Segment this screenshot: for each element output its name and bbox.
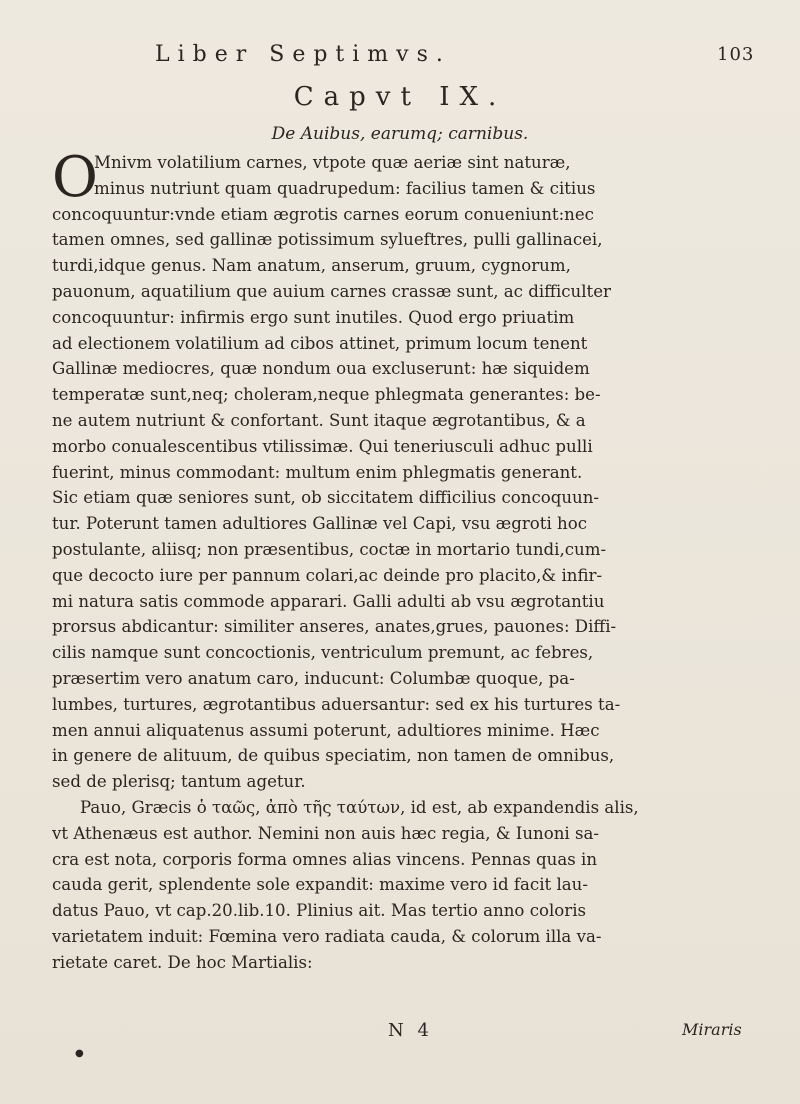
text-line: postulante, aliisq; non præsentibus, coctæ in mortario tundi,cum- xyxy=(52,539,607,559)
text-line: Gallinæ mediocres, quæ nondum oua excluserunt: hæ siquidem xyxy=(52,359,590,379)
text-line: morbo conualescentibus vtilissimæ. Qui teneriusculi adhuc pulli xyxy=(52,436,593,456)
chapter-heading: Capvt IX. xyxy=(293,82,507,112)
catchword: Miraris xyxy=(682,1020,742,1039)
text-line: Pauo, Græcis ὁ ταῶς, ἀπὸ τῆς ταύτων, id est, ab expandendis alis, xyxy=(80,797,639,817)
text-line: prorsus abdicantur: similiter anseres, anates,grues, pauones: Diffi- xyxy=(52,617,617,637)
text-line: concoquuntur:vnde etiam ægrotis carnes eorum conueniunt:nec xyxy=(52,204,594,224)
text-line: rietate caret. De hoc Martialis: xyxy=(52,952,313,972)
text-line: turdi,idque genus. Nam anatum, anserum, gruum, cygnorum, xyxy=(52,256,571,276)
page-number: 103 xyxy=(717,44,755,65)
text-line: Sic etiam quæ seniores sunt, ob siccitatem difficilius concoquun- xyxy=(52,488,600,508)
text-line: ne autem nutriunt & confortant. Sunt itaque ægrotantibus, & a xyxy=(52,410,586,430)
text-line: cra est nota, corporis forma omnes alias vincens. Pennas quas in xyxy=(52,849,598,869)
text-line: concoquuntur: infirmis ergo sunt inutiles. Quod ergo priuatim xyxy=(52,307,575,327)
text-line: pauonum, aquatilium que auium carnes crassæ sunt, ac difficulter xyxy=(52,281,611,301)
text-line: minus nutriunt quam quadrupedum: facilius tamen & citius xyxy=(94,178,596,198)
text-line: datus Pauo, vt cap.20.lib.10. Plinius ait. Mas tertio anno coloris xyxy=(52,901,587,921)
chapter-title: De Auibus, earumq; carnibus. xyxy=(271,124,529,144)
text-line: tur. Poterunt tamen adultiores Gallinæ vel Capi, vsu ægroti hoc xyxy=(52,514,588,534)
text-line: fuerint, minus commodant: multum enim phlegmatis generant. xyxy=(52,462,583,482)
text-line: præsertim vero anatum caro, inducunt: Columbæ quoque, pa- xyxy=(52,668,575,688)
text-line: varietatem induit: Fœmina vero radiata cauda, & colorum illa va- xyxy=(52,926,602,946)
text-line: vt Athenæus est author. Nemini non auis hæc regia, & Iunoni sa- xyxy=(52,823,600,843)
text-line: tamen omnes, sed gallinæ potissimum sylueftres, pulli gallinacei, xyxy=(52,230,603,250)
running-head: Liber Septimvs. xyxy=(155,42,451,67)
text-line: lumbes, turtures, ægrotantibus aduersantur: sed ex his turtures ta- xyxy=(52,694,621,714)
text-line: men annui aliquatenus assumi poterunt, adultiores minime. Hæc xyxy=(52,720,600,740)
bullet-mark: ● xyxy=(75,1048,84,1059)
drop-cap: O xyxy=(52,145,98,210)
text-line: in genere de alituum, de quibus speciatim, non tamen de omnibus, xyxy=(52,746,615,766)
text-line: ad electionem volatilium ad cibos attinet, primum locum tenent xyxy=(52,333,588,353)
text-line: temperatæ sunt,neq; choleram,neque phlegmata generantes: be- xyxy=(52,385,601,405)
signature-mark: N 4 xyxy=(388,1020,433,1041)
text-line: sed de plerisq; tantum agetur. xyxy=(52,772,306,792)
text-line: cauda gerit, splendente sole expandit: maxime vero id facit lau- xyxy=(52,875,588,895)
text-line: mi natura satis commode apparari. Galli adulti ab vsu ægrotantiu xyxy=(52,591,605,611)
text-line: cilis namque sunt concoctionis, ventriculum premunt, ac febres, xyxy=(52,643,594,663)
page-footer xyxy=(0,1020,800,1050)
text-line: que decocto iure per pannum colari,ac deinde pro placito,& infir- xyxy=(52,565,603,585)
text-line: Mnivm volatilium carnes, vtpote quæ aeriæ sint naturæ, xyxy=(94,153,571,172)
body-text xyxy=(52,145,748,976)
